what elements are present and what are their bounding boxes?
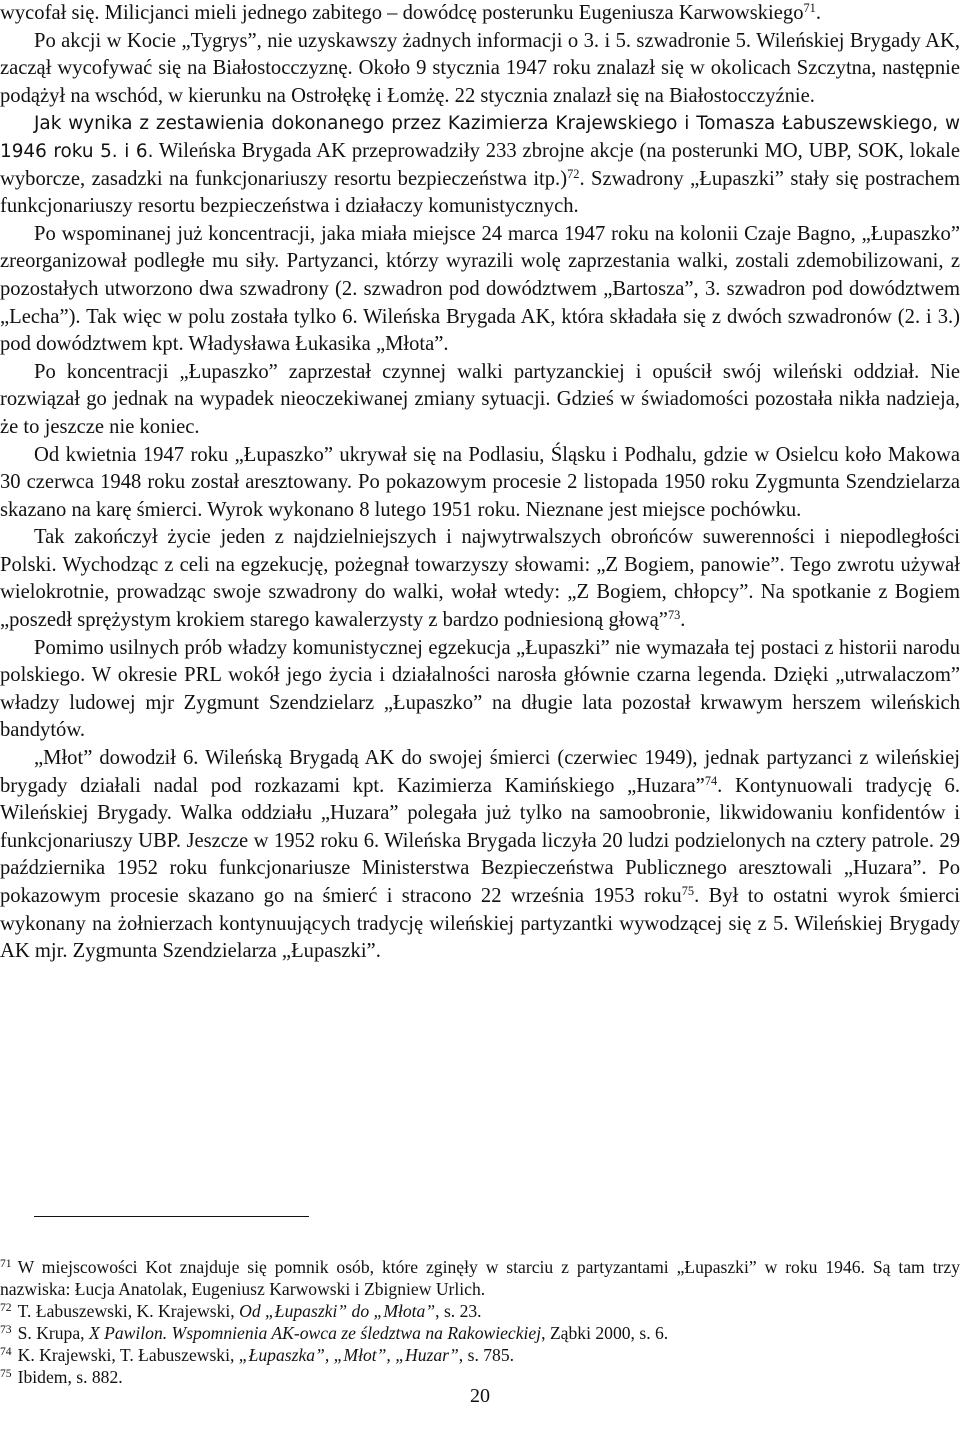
footnote-73 [0,1322,960,1344]
paragraph-text: . [815,2,822,24]
footnotes [0,1256,960,1388]
paragraph-text: . [680,609,686,632]
paragraph-1 [0,0,960,28]
paragraph-text: wycofał się. Milicjanci mieli jednego zabitego – dowódcę posterunku Eugeniusza Karwowskiego [0,2,804,24]
paragraph-8: Pomimo usilnych prób władzy komunistycznej egzekucja „Łupaszki” nie wymazała tej postaci z historii narodu polskiego. W okresie PRL wokół jego życia i działalności narosła głównie czarna legenda. Dzięki „utrwalaczom” władzy ludowej mjr Zygmunt Szendzielarz „Łupaszko” na długie lata pozostał krwawym herszem wileńskich bandytów. [0,636,960,742]
footnote-ref-72[interactable]: 72 [567,166,580,181]
footnote-text: , s. 785. [458,1345,515,1365]
footnote-number: 72 [0,1301,12,1315]
paragraph-text: . Kontynuowali tradycję 6. Wileńskiej Brygady. Walka oddziału „Huzara” polegała już tylko na samoobronie, likwidowaniu konfidentów i funkcjonariuszy UBP. Jeszcze w 1952 roku 6. Wileńska Brygada liczyła 20 ludzi podzielonych na cztery patrole. 29 października 1952 roku funkcjonariusze Ministerstwa Bezpieczeństwa Publicznego aresztowali „Huzara”. Po pokazowym procesie skazano go na śmierć i stracono 22 września 1953 roku [0,774,960,907]
footnote-ref-71[interactable]: 71 [803,1,816,16]
footnote-71 [0,1256,960,1300]
footnote-title: „Łupaszka”, „Młot”, „Huzar” [238,1345,459,1365]
footnote-title: X Pawilon. Wspomnienia AK-owca ze śledztwa na Rakowieckiej [88,1323,542,1343]
paragraph-text: Tak zakończył życie jeden z najdzielniejszych i najwytrwalszych obrońców suwerenności i niepodległości Polski. Wychodząc z celi na egzekucję, pożegnał towarzyszy słowami: „Z Bogiem, panowie”. Tego zwrotu używał wielokrotnie, prowadząc swoje szwadrony do walki, wołał wtedy: „Z Bogiem, chłopcy”. Na spotkanie z Bogiem „poszedł sprężystym krokiem starego kawalerzysty z bardzo podniesioną głową” [0,526,960,632]
footnote-72 [0,1300,960,1322]
footnote-number: 73 [0,1323,12,1337]
paragraph-text: Jak wynika z zestawienia dokonanego przez Kazimierza Krajewskiego i Tomasza Łabuszewskiego, w 1946 roku 5. i 6. [0,113,960,162]
footnote-number: 74 [0,1345,12,1359]
paragraph-text: . Był to ostatni wyrok śmierci wykonany na żołnierzach kontynuujących tradycję wileńskiej partyzantki wywodzącej się z 5. Wileńskiej Brygady AK mjr. Zygmunta Szendzielarza „Łupaszki”. [0,885,960,963]
paragraph-5: Po koncentracji „Łupaszko” zaprzestał czynnej walki partyzanckiej i opuścił swój wileński oddział. Nie rozwiązał go jednak na wypadek nieoczekiwanej zmiany sytuacji. Gdzieś w świadomości pozostała nikła nadzieja, że to jeszcze nie koniec. [0,360,960,438]
footnote-number: 71 [0,1257,12,1271]
footnote-ref-73[interactable]: 73 [667,608,681,623]
footnote-number: 75 [0,1367,12,1381]
paragraph-7 [0,524,960,634]
footnote-text: W miejscowości Kot znajduje się pomnik osób, które zginęły w starciu z partyzantami „Łupaszki” w roku 1946. Są tam trzy nazwiska: Łucja Anatolak, Eugeniusz Karwowski i Zbigniew Urlich. [0,1257,960,1299]
paragraph-text: Wileńska Brygada AK przeprowadziły 233 zbrojne akcje (na posterunki MO, UBP, SOK, lokale wyborcze, zasadzki na funkcjonariuszy resortu bezpieczeństwa itp.) [0,139,960,190]
footnote-ref-74[interactable]: 74 [704,773,718,788]
paragraph-text: . Szwadrony „Łupaszki” stały się postrachem funkcjonariuszy resortu bezpieczeństwa i działaczy komunistycznych. [0,167,960,218]
footnote-title: Od „Łupaszki” do „Młota” [239,1301,436,1321]
footnote-text: , s. 23. [435,1301,482,1321]
page-number: 20 [470,1385,490,1407]
paragraph-text: „Młot” dowodził 6. Wileńską Brygadą AK do swojej śmierci (czerwiec 1949), jednak partyzanci z wileńskiej brygady działali nadal pod rozkazami kpt. Kazimierza Kamińskiego „Huzara” [0,747,960,797]
paragraph-9 [0,745,960,966]
footnote-text: , Ząbki 2000, s. 6. [541,1323,669,1343]
footnote-text: K. Krajewski, T. Łabuszewski, [17,1345,239,1365]
paragraph-3 [0,110,960,220]
footnote-text: Ibidem, s. 882. [17,1367,123,1387]
footnote-text: S. Krupa, [17,1323,89,1343]
footnote-separator [34,1216,309,1217]
paragraph-2: Po akcji w Kocie „Tygrys”, nie uzyskawszy żadnych informacji o 3. i 5. szwadronie 5. Wileńskiej Brygady AK, zaczął wycofywać się na Białostocczyznę. Około 9 stycznia 1947 roku znalazł się w okolicach Szczytna, następnie podążył na wschód, w kierunku na Ostrołękę i Łomżę. 22 stycznia znalazł się na Białostocczyźnie. [0,29,960,107]
footnote-74 [0,1344,960,1366]
paragraph-4: Po wspominanej już koncentracji, jaka miała miejsce 24 marca 1947 roku na kolonii Czaje Bagno, „Łupaszko” zreorganizował podległe mu siły. Partyzanci, którzy wyrazili wolę zaprzestania walki, zostali zdemobilizowani, z pozostałych utworzono dwa szwadrony (2. szwadron pod dowództwem „Bartosza”, 3. szwadron pod dowództwem „Lecha”). Tak więc w polu została tylko 6. Wileńska Brygada AK, która składała się z dwóch szwadronów (2. i 3.) pod dowództwem kpt. Władysława Łukasika „Młota”. [0,222,960,356]
footnote-text: T. Łabuszewski, K. Krajewski, [17,1301,240,1321]
paragraph-6: Od kwietnia 1947 roku „Łupaszko” ukrywał się na Podlasiu, Śląsku i Podhalu, gdzie w Osielcu koło Makowa 30 czerwca 1948 roku został aresztowany. Po pokazowym procesie 2 listopada 1950 roku Zygmunta Szendzielarza skazano na karę śmierci. Wyrok wykonano 8 lutego 1951 roku. Nieznane jest miejsce pochówku. [0,443,960,521]
footnote-ref-75[interactable]: 75 [681,884,695,899]
